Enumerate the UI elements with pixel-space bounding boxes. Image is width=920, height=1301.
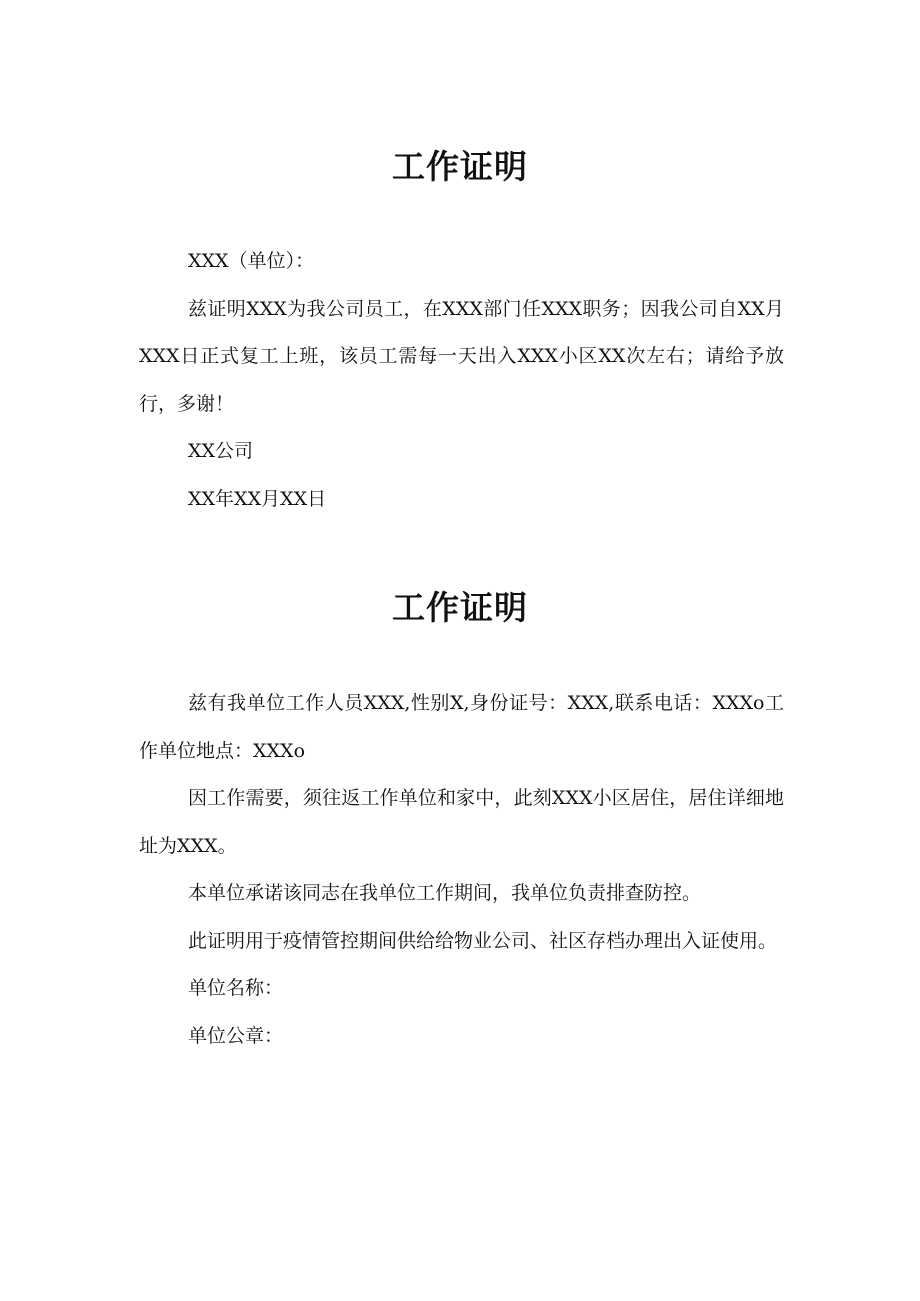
certificate-2-paragraph-employee: 兹有我单位工作人员XXX,性别X,身份证号：XXX,联系电话：XXXo工作单位地点：XXXo (139, 692, 784, 762)
certificate-2-unit-seal-label: 单位公章： (188, 1024, 284, 1047)
certificate-2-paragraph-residence: 因工作需要，须往返工作单位和家中，此刻XXX小区居住，居住详细地址为XXX。 (139, 787, 784, 857)
certificate-1-statement: 兹证明XXX为我公司员工，在XXX部门任XXX职务；因我公司自XX月XXX日正式复工上班，该员工需每一天出入XXX小区XX次左右；请给予放行，多谢！ (139, 297, 784, 415)
certificate-2-paragraph-usage: 此证明用于疫情管控期间供给给物业公司、社区存档办理出入证使用。 (188, 929, 778, 952)
certificate-1-title: 工作证明 (392, 147, 528, 186)
certificate-1-company: XX公司 (188, 440, 254, 462)
certificate-1-salutation: XXX（单位）： (188, 250, 315, 272)
certificate-2-body (139, 680, 784, 1060)
certificate-2-unit-name-label: 单位名称： (188, 977, 284, 999)
certificate-2-paragraph-commitment: 本单位承诺该同志在我单位工作期间，我单位负责排查防控。 (188, 882, 702, 904)
certificate-1-body (139, 238, 784, 523)
certificate-1-date: XX年XX月XX日 (188, 487, 327, 510)
certificate-2-title: 工作证明 (392, 588, 528, 627)
